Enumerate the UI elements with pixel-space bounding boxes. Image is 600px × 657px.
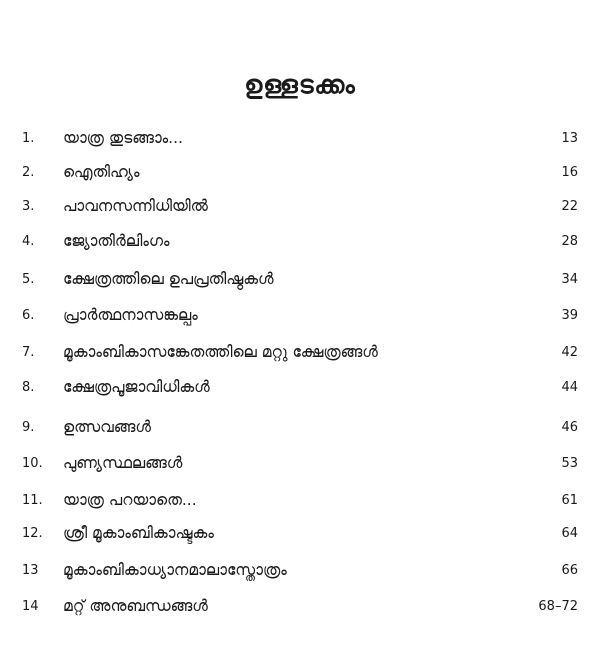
toc-entry bbox=[0, 593, 600, 623]
entry-page: 16 bbox=[561, 165, 578, 180]
entry-number: 7. bbox=[22, 345, 35, 360]
entry-page: 68–72 bbox=[538, 599, 578, 614]
entry-title: ഐതിഹ്യം bbox=[63, 163, 140, 181]
entry-number: 14 bbox=[22, 599, 39, 614]
entry-number: 8. bbox=[22, 380, 35, 395]
entry-number: 9. bbox=[22, 420, 35, 435]
entry-title: ഉത്സവങ്ങൾ bbox=[63, 418, 151, 436]
entry-page: 34 bbox=[561, 272, 578, 287]
entry-number: 6. bbox=[22, 308, 35, 323]
entry-title: ക്ഷേത്രത്തിലെ ഉപപ്രതിഷ്ഠകൾ bbox=[63, 270, 274, 288]
toc-entry bbox=[0, 159, 600, 189]
entry-title: പ്രാർത്ഥനാസങ്കല്പം bbox=[63, 306, 198, 324]
toc-entry bbox=[0, 193, 600, 223]
entry-page: 44 bbox=[561, 380, 578, 395]
entry-page: 53 bbox=[561, 456, 578, 471]
toc-entry bbox=[0, 450, 600, 480]
page-title: ഉള്ളടക്കം bbox=[244, 70, 356, 99]
entry-page: 61 bbox=[561, 493, 578, 508]
toc-entry bbox=[0, 520, 600, 550]
entry-title: പാവനസന്നിധിയിൽ bbox=[63, 197, 208, 215]
entry-number: 3. bbox=[22, 199, 35, 214]
entry-page: 13 bbox=[561, 131, 578, 146]
entry-title: മൂകാംബികാസങ്കേതത്തിലെ മറ്റു ക്ഷേത്രങ്ങൾ bbox=[63, 343, 378, 361]
entry-number: 10. bbox=[22, 456, 43, 471]
entry-page: 28 bbox=[561, 234, 578, 249]
toc-entry bbox=[0, 374, 600, 404]
entry-page: 46 bbox=[561, 420, 578, 435]
entry-number: 13 bbox=[22, 563, 39, 578]
entry-title: യാത്ര തുടങ്ങാം... bbox=[63, 129, 183, 147]
entry-number: 11. bbox=[22, 493, 43, 508]
entry-page: 66 bbox=[561, 563, 578, 578]
entry-title: പുണ്യസ്ഥലങ്ങൾ bbox=[63, 454, 183, 472]
entry-page: 22 bbox=[561, 199, 578, 214]
entry-page: 64 bbox=[561, 526, 578, 541]
toc-entry bbox=[0, 557, 600, 587]
toc-entry bbox=[0, 414, 600, 444]
toc-entry bbox=[0, 266, 600, 296]
entry-title: ജ്യോതിർലിംഗം bbox=[63, 232, 170, 250]
entry-title: യാത്ര പറയാതെ... bbox=[63, 491, 197, 509]
entry-number: 1. bbox=[22, 131, 35, 146]
entry-title: മൂകാംബികാധ്യാനമാലാസ്തോത്രം bbox=[63, 561, 287, 579]
toc-entry bbox=[0, 228, 600, 258]
toc-entry bbox=[0, 302, 600, 332]
entry-title: മറ്റ് അനുബന്ധങ്ങൾ bbox=[63, 597, 208, 615]
entry-number: 5. bbox=[22, 272, 35, 287]
entry-title: ക്ഷേത്രപൂജാവിധികൾ bbox=[63, 378, 210, 396]
entry-number: 2. bbox=[22, 165, 35, 180]
entry-title: ശ്രീ മൂകാംബികാഷ്ടകം bbox=[63, 524, 214, 542]
toc-entry bbox=[0, 125, 600, 155]
entry-page: 42 bbox=[561, 345, 578, 360]
toc-entry bbox=[0, 339, 600, 369]
entry-number: 12. bbox=[22, 526, 43, 541]
entry-page: 39 bbox=[561, 308, 578, 323]
entry-number: 4. bbox=[22, 234, 35, 249]
toc-entry bbox=[0, 487, 600, 517]
